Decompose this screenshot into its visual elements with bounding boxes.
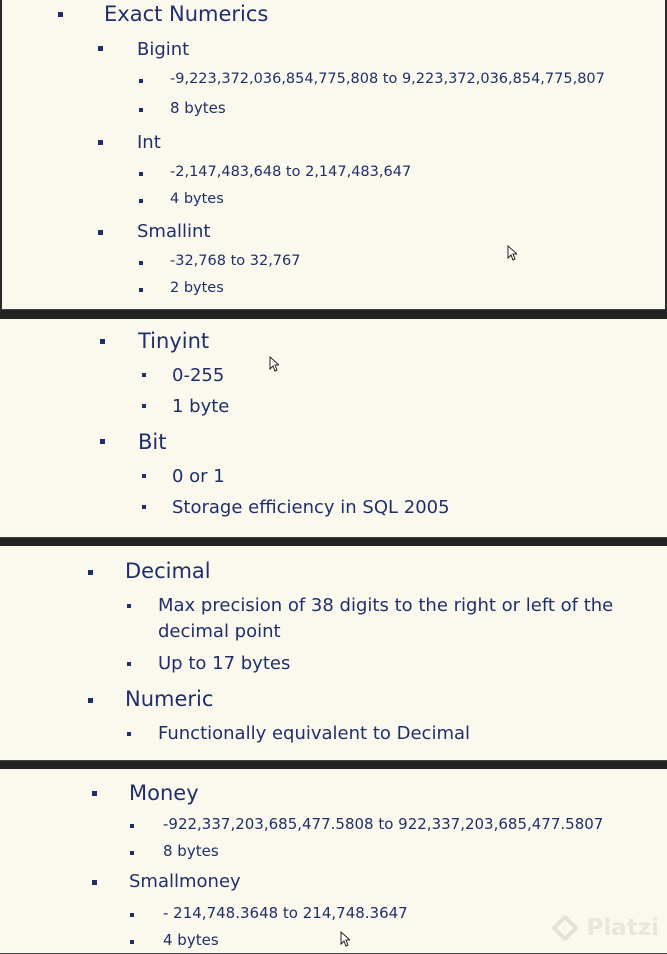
bullet-icon <box>142 474 146 478</box>
bullet-icon <box>139 199 143 203</box>
bullet-icon <box>130 824 134 828</box>
bullet-icon <box>127 604 131 608</box>
bullet-icon <box>142 373 146 377</box>
money-range: -922,337,203,685,477.5808 to 922,337,203,685,477.5807 <box>163 815 604 833</box>
decimal-precision-line1: Max precision of 38 digits to the right or left of the <box>158 595 614 616</box>
type-numeric: Numeric <box>125 687 214 711</box>
smallmoney-range: - 214,748.3648 to 214,748.3647 <box>163 904 408 922</box>
type-money: Money <box>129 781 199 805</box>
type-decimal: Decimal <box>125 559 211 583</box>
type-bit: Bit <box>138 430 167 454</box>
slide-panel-money <box>0 769 667 954</box>
bigint-range: -9,223,372,036,854,775,808 to 9,223,372,036,854,775,807 <box>170 71 605 87</box>
smallmoney-size: 4 bytes <box>163 931 219 949</box>
tinyint-range: 0-255 <box>172 365 225 386</box>
bullet-icon <box>130 913 134 917</box>
bigint-size: 8 bytes <box>170 99 226 117</box>
int-size: 4 bytes <box>170 191 224 207</box>
decimal-precision-line2: decimal point <box>158 621 281 642</box>
bullet-icon <box>100 439 105 444</box>
bullet-icon <box>88 570 93 575</box>
bullet-icon <box>130 851 134 855</box>
slide-panel-exact-numerics <box>0 0 667 310</box>
bullet-icon <box>98 140 103 145</box>
type-smallmoney: Smallmoney <box>129 871 241 892</box>
bullet-icon <box>142 505 146 509</box>
money-size: 8 bytes <box>163 842 219 860</box>
platzi-watermark-text: Platzi <box>586 914 659 941</box>
bullet-icon <box>100 339 105 344</box>
bullet-icon <box>88 698 93 703</box>
bullet-icon <box>139 288 143 292</box>
slide-panel-decimal-numeric <box>0 546 667 761</box>
bullet-icon <box>98 230 103 235</box>
type-bigint: Bigint <box>137 39 190 60</box>
bullet-icon <box>92 880 97 885</box>
bullet-icon <box>139 261 143 265</box>
bit-note: Storage efficiency in SQL 2005 <box>172 497 450 518</box>
bullet-icon <box>130 940 134 944</box>
mouse-cursor-icon <box>340 931 350 947</box>
bullet-icon <box>58 12 63 17</box>
bullet-icon <box>92 791 97 796</box>
bullet-icon <box>98 46 103 51</box>
decimal-size: Up to 17 bytes <box>158 653 291 674</box>
int-range: -2,147,483,648 to 2,147,483,647 <box>170 164 412 180</box>
bullet-icon <box>142 404 146 408</box>
platzi-watermark <box>552 915 659 942</box>
type-smallint: Smallint <box>137 221 211 242</box>
bullet-icon <box>139 108 143 112</box>
smallint-range: -32,768 to 32,767 <box>170 253 301 269</box>
bullet-icon <box>139 172 143 176</box>
mouse-cursor-icon <box>507 245 517 261</box>
type-int: Int <box>137 132 161 153</box>
type-tinyint: Tinyint <box>138 329 210 353</box>
platzi-logo-icon <box>552 915 578 941</box>
bullet-icon <box>139 79 143 83</box>
mouse-cursor-icon <box>269 356 279 372</box>
smallint-size: 2 bytes <box>170 280 224 296</box>
numeric-note: Functionally equivalent to Decimal <box>158 723 471 744</box>
bullet-icon <box>127 662 131 666</box>
bullet-icon <box>127 732 131 736</box>
bit-range: 0 or 1 <box>172 466 225 487</box>
heading-exact-numerics: Exact Numerics <box>104 2 269 26</box>
slide-panel-tinyint-bit <box>0 319 667 538</box>
tinyint-size: 1 byte <box>172 396 230 417</box>
